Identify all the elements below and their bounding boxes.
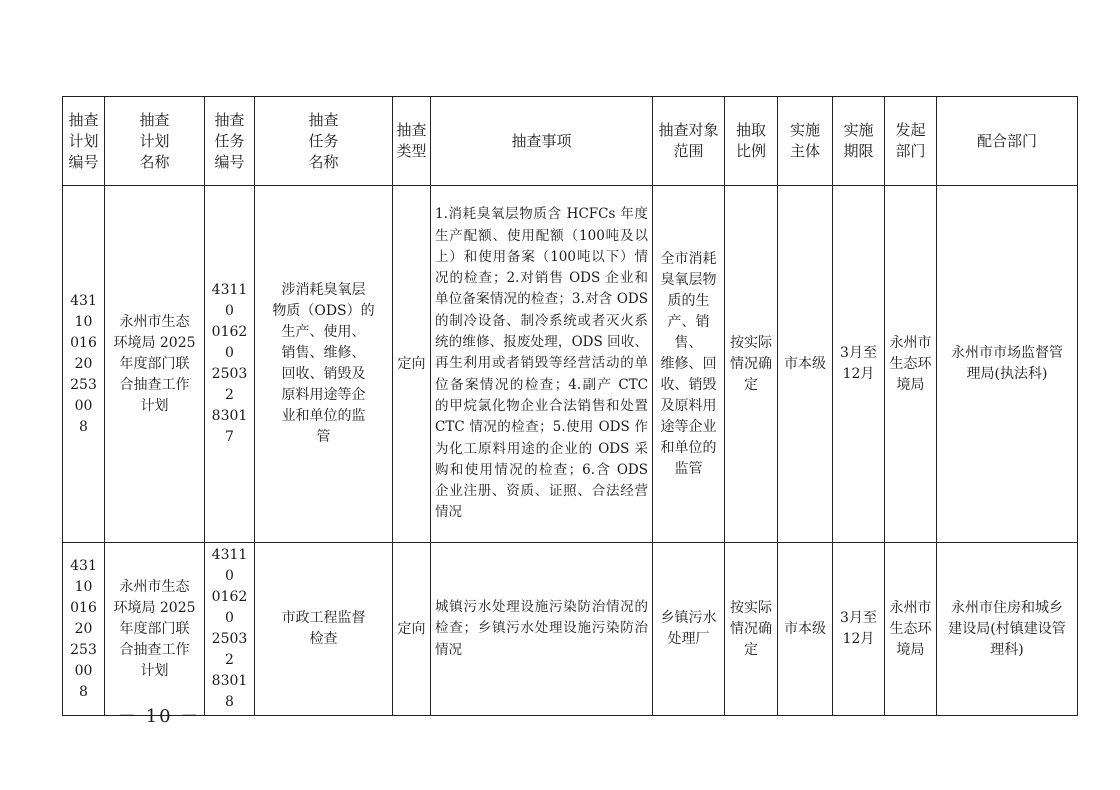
header-scope: 抽查对象 范围 [653, 97, 725, 186]
type-cell: 定向 [393, 186, 431, 543]
scope-cell: 全市消耗 臭氧层物 质的生 产、销售、 维修、回 收、销毁 及原料用 途等企业 和单位的 监管 [653, 186, 725, 543]
page-number: － 10 － [118, 706, 201, 727]
header-period: 实施 期限 [833, 97, 885, 186]
plan-name-cell: 永州市生态 环境局 2025 年度部门联 合抽查工作 计划 [105, 186, 205, 543]
header-initiator: 发起 部门 [885, 97, 937, 186]
task-no-cell: 43110 01620 25032 83017 [205, 186, 255, 543]
header-partner: 配合部门 [937, 97, 1078, 186]
header-items: 抽查事项 [431, 97, 653, 186]
period-cell: 3月至 12月 [833, 543, 885, 716]
header-plan-no: 抽查 计划 编号 [63, 97, 105, 186]
task-name-cell: 涉消耗臭氧层 物质（ODS）的 生产、使用、 销售、维修、 回收、销毁及 原料用途等企 业和单位的监 管 [255, 186, 393, 543]
partner-cell: 永州市住房和城乡 建设局(村镇建设管 理科) [937, 543, 1078, 716]
plan-no-cell: 43110 01620 25300 8 [63, 186, 105, 543]
ratio-cell: 按实际 情况确 定 [725, 186, 778, 543]
header-plan-name: 抽查 计划 名称 [105, 97, 205, 186]
type-cell: 定向 [393, 543, 431, 716]
header-type: 抽查 类型 [393, 97, 431, 186]
plan-no-cell: 43110 01620 25300 8 [63, 543, 105, 716]
table-row [63, 543, 1078, 716]
header-subject: 实施 主体 [778, 97, 833, 186]
initiator-cell: 永州市 生态环 境局 [885, 186, 937, 543]
inspection-plan-table [62, 96, 1078, 716]
header-task-no: 抽查 任务 编号 [205, 97, 255, 186]
header-task-name: 抽查 任务 名称 [255, 97, 393, 186]
subject-cell: 市本级 [778, 186, 833, 543]
subject-cell: 市本级 [778, 543, 833, 716]
ratio-cell: 按实际 情况确 定 [725, 543, 778, 716]
period-cell: 3月至 12月 [833, 186, 885, 543]
table-row [63, 186, 1078, 543]
items-cell: 城镇污水处理设施污染防治情况的检查；乡镇污水处理设施污染防治情况 [431, 543, 653, 716]
initiator-cell: 永州市 生态环 境局 [885, 543, 937, 716]
header-row [63, 97, 1078, 186]
header-ratio: 抽取 比例 [725, 97, 778, 186]
items-cell: 1.消耗臭氧层物质含 HCFCs 年度生产配额、使用配额（100吨及以上）和使用备案（100吨以下）情况的检查；2.对销售 ODS 企业和单位备案情况的检查；3.对含 ODS 的制冷设备、制冷系统或者灭火系统的维修、报废处理，ODS 回收、再生利用或者销毁等经营活动的单位备案情况的检查；4.副产 CTC 的甲烷氯化物企业合法销售和处置 CTC 情况的检查；5.使用 ODS 作为化工原料用途的企业的 ODS 采购和使用情况的检查；6.含 ODS 企业注册、资质、证照、合法经营情况 [431, 186, 653, 543]
task-name-cell: 市政工程监督 检查 [255, 543, 393, 716]
task-no-cell: 43110 01620 25032 83018 [205, 543, 255, 716]
partner-cell: 永州市市场监督管 理局(执法科) [937, 186, 1078, 543]
plan-name-cell: 永州市生态 环境局 2025 年度部门联 合抽查工作 计划 [105, 543, 205, 716]
scope-cell: 乡镇污水 处理厂 [653, 543, 725, 716]
